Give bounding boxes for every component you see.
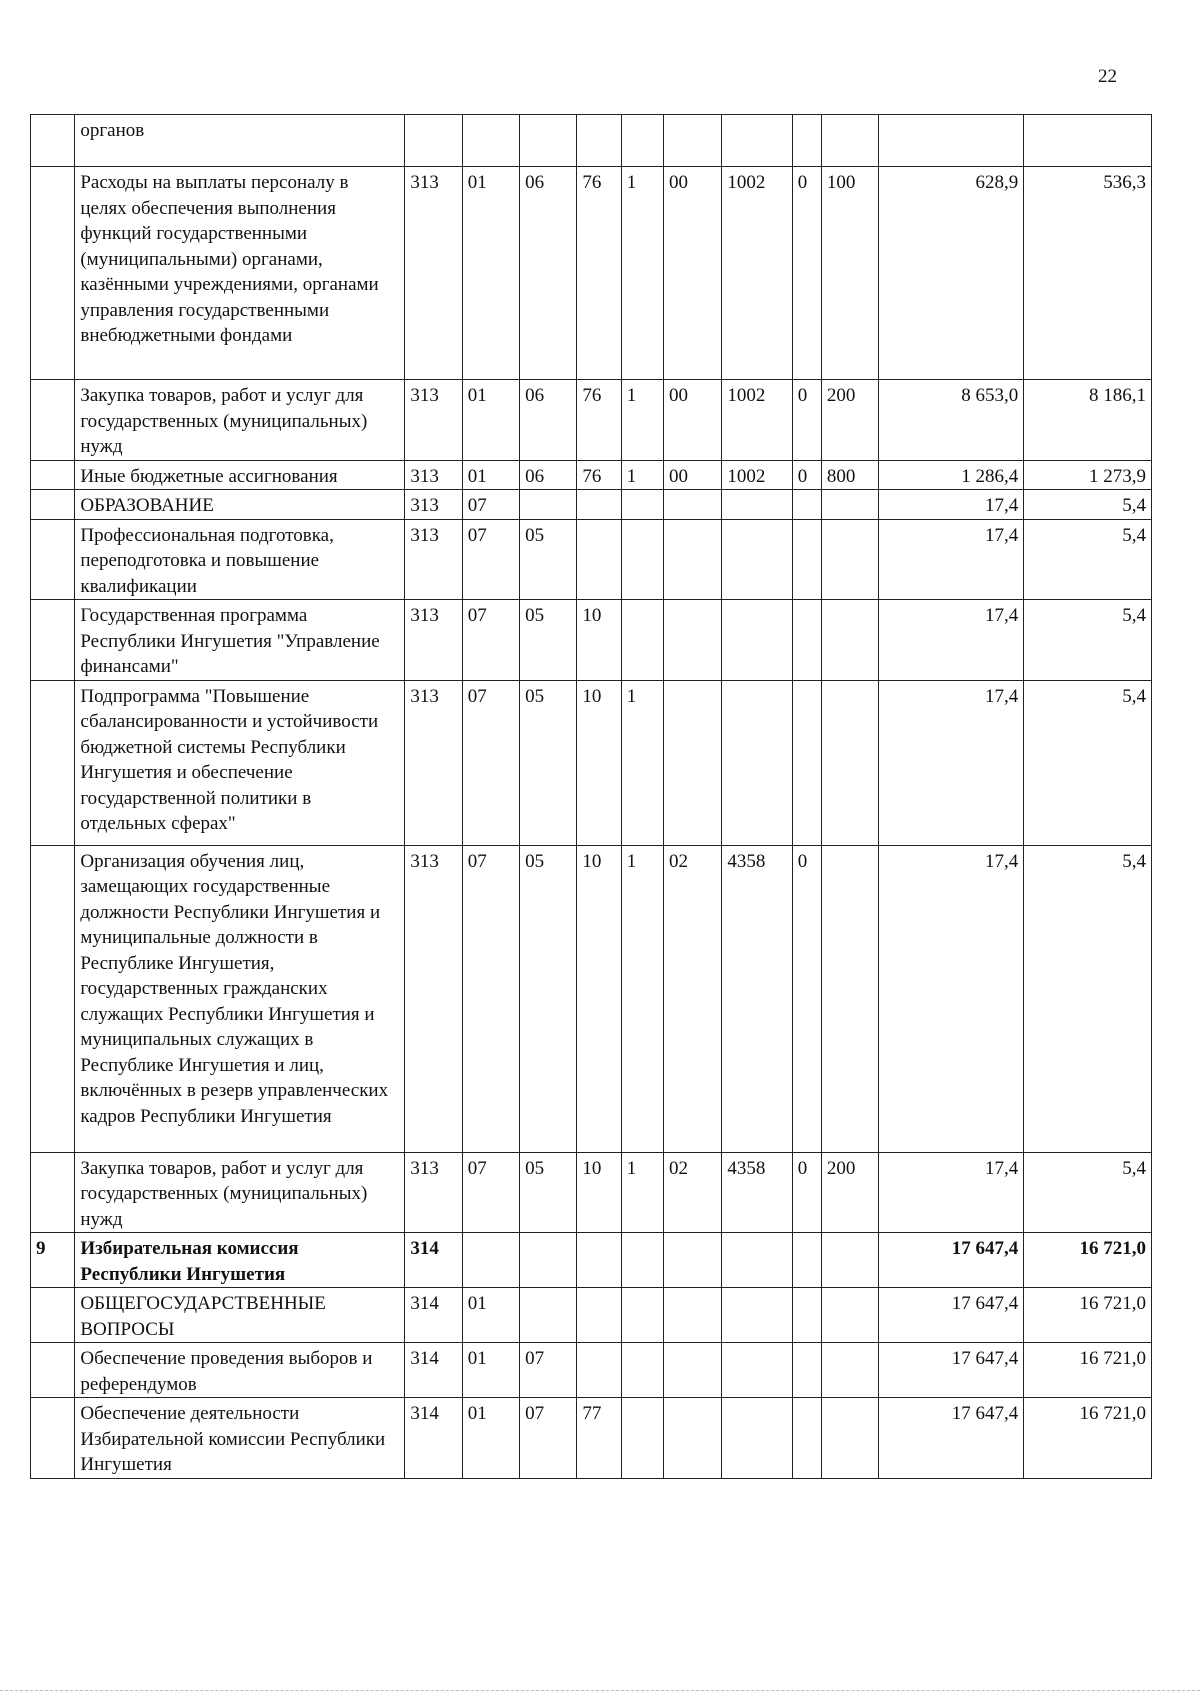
code-digit — [792, 1398, 821, 1479]
amount-actual: 536,3 — [1024, 167, 1152, 380]
code-admin: 313 — [405, 460, 462, 490]
code-expense-type: 200 — [821, 380, 878, 461]
code-digit — [792, 1288, 821, 1343]
row-number — [31, 1288, 75, 1343]
code-program — [577, 519, 621, 600]
code-section: 07 — [462, 600, 519, 681]
amount-actual: 5,4 — [1024, 600, 1152, 681]
code-subprogram — [621, 1398, 663, 1479]
code-program: 76 — [577, 167, 621, 380]
code-subsection: 07 — [520, 1343, 577, 1398]
code-section: 07 — [462, 680, 519, 845]
code-direction: 4358 — [722, 1152, 792, 1233]
code-section — [462, 1233, 519, 1288]
code-digit: 0 — [792, 460, 821, 490]
row-number — [31, 460, 75, 490]
code-admin: 314 — [405, 1233, 462, 1288]
table-body — [31, 115, 1152, 1479]
code-digit — [792, 600, 821, 681]
code-subprogram — [621, 1233, 663, 1288]
code-activity — [663, 680, 721, 845]
amount-plan: 17,4 — [879, 490, 1024, 520]
code-direction: 1002 — [722, 460, 792, 490]
code-program: 10 — [577, 680, 621, 845]
code-expense-type — [821, 519, 878, 600]
code-digit: 0 — [792, 167, 821, 380]
code-program: 10 — [577, 600, 621, 681]
code-program — [577, 115, 621, 167]
amount-plan: 1 286,4 — [879, 460, 1024, 490]
code-admin: 313 — [405, 519, 462, 600]
code-activity — [663, 1398, 721, 1479]
amount-plan: 17 647,4 — [879, 1398, 1024, 1479]
code-admin: 314 — [405, 1343, 462, 1398]
row-name: Иные бюджетные ассигнования — [75, 460, 405, 490]
code-subprogram — [621, 1288, 663, 1343]
table-row — [31, 1398, 1152, 1479]
code-expense-type — [821, 600, 878, 681]
amount-actual: 16 721,0 — [1024, 1398, 1152, 1479]
code-direction: 4358 — [722, 845, 792, 1152]
code-admin: 313 — [405, 380, 462, 461]
code-direction — [722, 1288, 792, 1343]
code-direction — [722, 600, 792, 681]
code-direction — [722, 115, 792, 167]
amount-actual — [1024, 115, 1152, 167]
table-row — [31, 845, 1152, 1152]
code-expense-type — [821, 115, 878, 167]
code-subprogram — [621, 1343, 663, 1398]
code-subsection: 05 — [520, 680, 577, 845]
amount-actual: 16 721,0 — [1024, 1288, 1152, 1343]
code-section: 01 — [462, 1398, 519, 1479]
amount-actual: 1 273,9 — [1024, 460, 1152, 490]
code-activity — [663, 115, 721, 167]
code-admin — [405, 115, 462, 167]
code-activity — [663, 600, 721, 681]
code-subsection: 05 — [520, 600, 577, 681]
code-subsection: 06 — [520, 460, 577, 490]
code-subprogram: 1 — [621, 845, 663, 1152]
amount-plan: 17 647,4 — [879, 1343, 1024, 1398]
code-digit — [792, 115, 821, 167]
amount-plan: 8 653,0 — [879, 380, 1024, 461]
code-subsection: 05 — [520, 845, 577, 1152]
amount-plan: 17 647,4 — [879, 1288, 1024, 1343]
amount-actual: 5,4 — [1024, 1152, 1152, 1233]
code-activity — [663, 519, 721, 600]
code-section: 01 — [462, 167, 519, 380]
amount-plan: 628,9 — [879, 167, 1024, 380]
code-subsection — [520, 115, 577, 167]
code-direction — [722, 1233, 792, 1288]
code-digit — [792, 490, 821, 520]
code-activity: 00 — [663, 380, 721, 461]
code-expense-type: 800 — [821, 460, 878, 490]
code-program — [577, 490, 621, 520]
row-number — [31, 490, 75, 520]
amount-plan: 17,4 — [879, 600, 1024, 681]
amount-actual: 16 721,0 — [1024, 1343, 1152, 1398]
code-subsection: 06 — [520, 167, 577, 380]
code-subsection — [520, 1233, 577, 1288]
code-direction — [722, 1343, 792, 1398]
code-activity — [663, 1233, 721, 1288]
code-subsection: 07 — [520, 1398, 577, 1479]
table-row — [31, 1152, 1152, 1233]
code-admin: 314 — [405, 1398, 462, 1479]
code-digit — [792, 680, 821, 845]
code-section: 07 — [462, 490, 519, 520]
amount-plan: 17,4 — [879, 519, 1024, 600]
row-number — [31, 519, 75, 600]
code-expense-type — [821, 1343, 878, 1398]
code-expense-type: 100 — [821, 167, 878, 380]
table-row — [31, 115, 1152, 167]
code-subprogram — [621, 490, 663, 520]
code-section: 01 — [462, 1343, 519, 1398]
row-name: Государственная программа Республики Ингушетия "Управление финансами" — [75, 600, 405, 681]
amount-actual: 16 721,0 — [1024, 1233, 1152, 1288]
amount-actual: 5,4 — [1024, 845, 1152, 1152]
row-number — [31, 680, 75, 845]
table-row — [31, 167, 1152, 380]
code-expense-type — [821, 1288, 878, 1343]
budget-table — [30, 114, 1152, 1479]
code-activity — [663, 1288, 721, 1343]
code-subprogram — [621, 600, 663, 681]
code-digit — [792, 1233, 821, 1288]
row-number — [31, 1343, 75, 1398]
row-name: Организация обучения лиц, замещающих государственные должности Республики Ингушетия и муниципальные должности в Республике Ингушетия, государственных гражданских служащих Республики Ингушетия и муниципальных служащих в Республике Ингушетия и лиц, включённых в резерв управленческих кадров Республики Ингушетия — [75, 845, 405, 1152]
amount-plan: 17 647,4 — [879, 1233, 1024, 1288]
code-expense-type — [821, 490, 878, 520]
code-direction: 1002 — [722, 380, 792, 461]
code-program — [577, 1343, 621, 1398]
amount-actual: 8 186,1 — [1024, 380, 1152, 461]
code-subsection: 06 — [520, 380, 577, 461]
code-activity — [663, 1343, 721, 1398]
code-activity: 02 — [663, 845, 721, 1152]
table-row — [31, 680, 1152, 845]
amount-plan: 17,4 — [879, 845, 1024, 1152]
row-number — [31, 380, 75, 461]
table-row — [31, 460, 1152, 490]
code-subsection — [520, 490, 577, 520]
row-name: Подпрограмма "Повышение сбалансированности и устойчивости бюджетной системы Республики Ингушетия и обеспечение государственной политики в отдельных сферах" — [75, 680, 405, 845]
code-activity: 00 — [663, 167, 721, 380]
code-section — [462, 115, 519, 167]
amount-actual: 5,4 — [1024, 680, 1152, 845]
row-number — [31, 1398, 75, 1479]
row-name: Обеспечение деятельности Избирательной комиссии Республики Ингушетия — [75, 1398, 405, 1479]
row-name: Избирательная комиссия Республики Ингушетия — [75, 1233, 405, 1288]
code-admin: 313 — [405, 845, 462, 1152]
code-section: 07 — [462, 1152, 519, 1233]
code-section: 07 — [462, 845, 519, 1152]
code-direction — [722, 680, 792, 845]
code-subsection: 05 — [520, 519, 577, 600]
code-digit — [792, 519, 821, 600]
code-subprogram — [621, 115, 663, 167]
code-admin: 313 — [405, 490, 462, 520]
code-admin: 313 — [405, 1152, 462, 1233]
table-row — [31, 600, 1152, 681]
code-activity: 02 — [663, 1152, 721, 1233]
row-number: 9 — [31, 1233, 75, 1288]
code-direction: 1002 — [722, 167, 792, 380]
code-program: 76 — [577, 460, 621, 490]
code-section: 01 — [462, 1288, 519, 1343]
code-admin: 313 — [405, 680, 462, 845]
amount-plan: 17,4 — [879, 680, 1024, 845]
code-digit — [792, 1343, 821, 1398]
page-number: 22 — [1098, 66, 1117, 87]
code-direction — [722, 1398, 792, 1479]
row-name: ОБЩЕГОСУДАРСТВЕННЫЕ ВОПРОСЫ — [75, 1288, 405, 1343]
code-program: 77 — [577, 1398, 621, 1479]
row-name: ОБРАЗОВАНИЕ — [75, 490, 405, 520]
code-subsection: 05 — [520, 1152, 577, 1233]
table-row — [31, 519, 1152, 600]
code-expense-type: 200 — [821, 1152, 878, 1233]
code-subprogram — [621, 519, 663, 600]
code-expense-type — [821, 1398, 878, 1479]
code-admin: 313 — [405, 600, 462, 681]
amount-actual: 5,4 — [1024, 519, 1152, 600]
code-expense-type — [821, 845, 878, 1152]
code-section: 07 — [462, 519, 519, 600]
row-name: Профессиональная подготовка, переподготовка и повышение квалификации — [75, 519, 405, 600]
code-subprogram: 1 — [621, 380, 663, 461]
table-row — [31, 380, 1152, 461]
code-program: 76 — [577, 380, 621, 461]
code-section: 01 — [462, 460, 519, 490]
row-number — [31, 115, 75, 167]
row-name: Закупка товаров, работ и услуг для государственных (муниципальных) нужд — [75, 1152, 405, 1233]
code-subprogram: 1 — [621, 680, 663, 845]
code-activity — [663, 490, 721, 520]
code-digit: 0 — [792, 845, 821, 1152]
code-section: 01 — [462, 380, 519, 461]
row-name: Обеспечение проведения выборов и референдумов — [75, 1343, 405, 1398]
row-number — [31, 167, 75, 380]
row-name: органов — [75, 115, 405, 167]
code-subprogram: 1 — [621, 1152, 663, 1233]
table-row — [31, 1233, 1152, 1288]
code-expense-type — [821, 1233, 878, 1288]
row-name: Расходы на выплаты персоналу в целях обеспечения выполнения функций государственными (муниципальными) органами, казёнными учреждениями, органами управления государственными внебюджетными фондами — [75, 167, 405, 380]
row-number — [31, 600, 75, 681]
code-subprogram: 1 — [621, 167, 663, 380]
code-digit: 0 — [792, 1152, 821, 1233]
table-row — [31, 1288, 1152, 1343]
amount-plan — [879, 115, 1024, 167]
code-admin: 313 — [405, 167, 462, 380]
code-direction — [722, 519, 792, 600]
table-row — [31, 490, 1152, 520]
code-program — [577, 1233, 621, 1288]
code-digit: 0 — [792, 380, 821, 461]
code-activity: 00 — [663, 460, 721, 490]
scan-edge-line — [0, 1690, 1200, 1691]
row-name: Закупка товаров, работ и услуг для государственных (муниципальных) нужд — [75, 380, 405, 461]
code-subprogram: 1 — [621, 460, 663, 490]
code-admin: 314 — [405, 1288, 462, 1343]
code-program: 10 — [577, 1152, 621, 1233]
row-number — [31, 1152, 75, 1233]
code-expense-type — [821, 680, 878, 845]
code-subsection — [520, 1288, 577, 1343]
amount-actual: 5,4 — [1024, 490, 1152, 520]
code-program: 10 — [577, 845, 621, 1152]
code-direction — [722, 490, 792, 520]
amount-plan: 17,4 — [879, 1152, 1024, 1233]
row-number — [31, 845, 75, 1152]
table-row — [31, 1343, 1152, 1398]
code-program — [577, 1288, 621, 1343]
